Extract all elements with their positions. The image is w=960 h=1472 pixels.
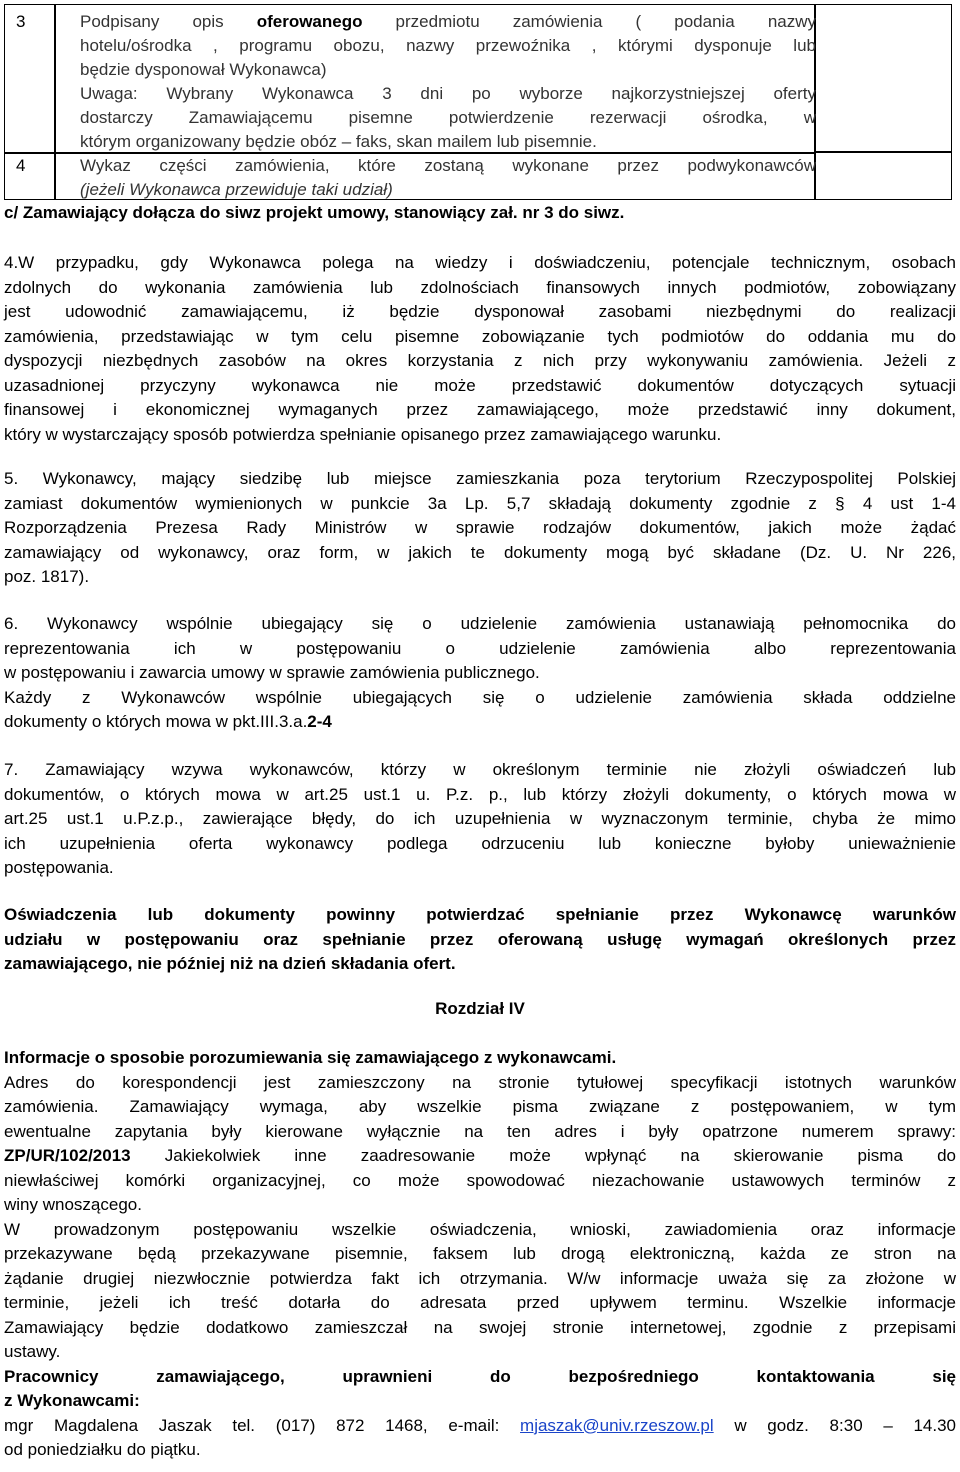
para6-last-bold: 2-4 xyxy=(307,712,332,731)
comm-line: W prowadzonym postępowaniu wszelkie oświadczenia, wnioski, zawiadomienia oraz informacje xyxy=(4,1219,956,1239)
para4-line: zamówienia, przedstawiając w tym celu pisemne zobowiązanie tych podmiotów do oddania mu do xyxy=(4,326,956,346)
info-line: niewłaściwej komórki organizacyjnej, co może spowodować niezachowanie ustawowych terminów z xyxy=(4,1170,956,1190)
info-line-cont: Jakiekolwiek inne zaadresowanie może wpłynąć na skierowanie pisma do xyxy=(130,1146,956,1165)
contact-name-phone: mgr Magdalena Jaszak tel. (017) 872 1468, e-mail: xyxy=(4,1415,521,1435)
email-link[interactable]: mjaszak@univ.rzeszow.pl xyxy=(520,1415,714,1435)
paragraph-4 xyxy=(4,251,956,447)
para4-line: dyspozycji niezbędnych zasobów na okres korzystania z nich przy wykonywaniu zamówienia. Jeżeli z xyxy=(4,351,956,370)
contact-hours: w godz. 8:30 – 14.30 xyxy=(713,1415,957,1435)
para7-line: postępowania. xyxy=(4,858,114,877)
row3-line3: będzie dysponował Wykonawca) xyxy=(80,60,327,79)
info-section xyxy=(4,1046,956,1463)
para6-line-last xyxy=(4,710,956,735)
para5-line: 5. Wykonawcy, mający siedzibę lub miejsce zamieszkania poza terytorium Rzeczypospolitej Polskiej xyxy=(4,469,956,488)
comm-line: terminie, jeżeli ich treść dotarła do adresata przed upływem terminu. Wszelkie informacje xyxy=(4,1293,956,1312)
row3-line1-a: Podpisany opis xyxy=(80,12,257,31)
para5-line: poz. 1817). xyxy=(4,567,90,586)
paragraph-5 xyxy=(4,467,956,590)
requirements-table xyxy=(4,4,948,200)
para5-line: zamawiający od wykonawcy, oraz form, w jakich te dokumenty mogą być składane (Dz. U. Nr 226, xyxy=(4,542,956,562)
row3-line5: dostarczy Zamawiającemu pisemne potwierdzenie rezerwacji ośrodka, w xyxy=(80,108,816,127)
para6-line: reprezentowania ich w postępowaniu o udzielenie zamówienia albo reprezentowania xyxy=(4,638,956,658)
para7-line: ich uzupełnienia oferta wykonawcy podlega odrzuceniu lub konieczne byłoby unieważnienie xyxy=(4,833,956,853)
section-c: c/ Zamawiający dołącza do siwz projekt umowy, stanowiący zał. nr 3 do siwz. xyxy=(4,203,625,222)
row3-line2: hotelu/ośrodka , programu obozu, nazwy przewoźnika , którymi dysponuje lub xyxy=(80,36,816,55)
bold-para-line: Oświadczenia lub dokumenty powinny potwierdzać spełnianie przez Wykonawcę warunków xyxy=(4,905,956,924)
para4-line: uzasadnionej przyczyny wykonawca nie może przedstawić dokumentów dotyczących sytuacji xyxy=(4,375,956,395)
comm-line: żądanie drugiej niezwłocznie potwierdza fakt ich otrzymania. W/w informacje uważa się za złożone w xyxy=(4,1268,956,1288)
case-number: ZP/UR/102/2013 xyxy=(4,1146,131,1165)
para6-line: Każdy z Wykonawców wspólnie ubiegających się o udzielenie zamówienia składa oddzielne xyxy=(4,687,956,707)
table-empty-cell-row3 xyxy=(814,4,952,152)
staff-heading: z Wykonawcami: xyxy=(4,1391,140,1410)
table-empty-cell-row4 xyxy=(814,152,952,200)
row3-line1-c: przedmiotu zamówienia ( podania nazwy xyxy=(362,12,817,31)
info-heading: Informacje o sposobie porozumiewania się zamawiającego z wykonawcami. xyxy=(4,1048,617,1067)
comm-line: przekazywane będą przekazywane pisemnie, faksem lub drogą elektroniczną, każda ze stron na xyxy=(4,1244,956,1263)
bold-para-line: zamawiającego, nie później niż na dzień składania ofert. xyxy=(4,954,456,973)
para4-line: jest udowodnić zamawiającemu, iż będzie dysponował zasobami niezbędnymi do realizacji xyxy=(4,302,956,321)
bold-para-line: udziału w postępowaniu oraz spełnianie przez oferowaną usługę wymagań określonych przez xyxy=(4,929,956,949)
table-column-divider xyxy=(54,4,56,200)
chapter-title: Rozdział IV xyxy=(435,999,525,1018)
para6-line: w postępowaniu i zawarcia umowy w sprawie zamówienia publicznego. xyxy=(4,663,540,682)
comm-line: Zamawiający będzie dodatkowo zamieszczał na swojej stronie internetowej, zgodnie z przepisami xyxy=(4,1317,956,1337)
staff-heading: Pracownicy zamawiającego, uprawnieni do bezpośredniego kontaktowania się xyxy=(4,1366,956,1386)
para6-line: 6. Wykonawcy wspólnie ubiegający się o udzielenie zamówienia ustanawiają pełnomocnika do xyxy=(4,614,956,633)
table-row-number: 4 xyxy=(16,156,26,175)
row3-line4: Uwaga: Wybrany Wykonawca 3 dni po wyborze najkorzystniejszej oferty xyxy=(80,84,816,103)
para7-line: art.25 ust.1 u.P.z.p., zawierające błędy, do ich uzupełnienia w wyznaczonym terminie, chyba że mimo xyxy=(4,809,956,828)
para4-line: 4.W przypadku, gdy Wykonawca polega na wiedzy i doświadczeniu, potencjale technicznym, osobach xyxy=(4,253,956,272)
info-line: ewentualne zapytania były kierowane wyłącznie na ten adres i były opatrzone numerem sprawy: xyxy=(4,1121,956,1141)
para7-line: dokumentów, o których mowa w art.25 ust.1 u. P.z. p., lub którzy złożyli dokumenty, o których mowa w xyxy=(4,784,956,804)
comm-line: ustawy. xyxy=(4,1342,61,1361)
paragraph-7 xyxy=(4,758,956,881)
paragraph-6 xyxy=(4,612,956,735)
para5-line: zamiast dokumentów wymienionych w punkcie 3a Lp. 5,7 składają dokumenty zgodnie z § 4 ust 1-4 xyxy=(4,493,956,513)
info-line-case xyxy=(4,1144,956,1169)
para7-line: 7. Zamawiający wzywa wykonawców, którzy w określonym terminie nie złożyli oświadczeń lub xyxy=(4,760,956,779)
row3-line1-bold: oferowanego xyxy=(256,12,363,31)
table-row4-text xyxy=(80,154,816,202)
info-line: Adres do korespondencji jest zamieszczony na stronie tytułowej specyfikacji istotnych warunków xyxy=(4,1072,956,1092)
contact-days: od poniedziałku do piątku. xyxy=(4,1440,201,1459)
para4-line: finansowej i ekonomicznej wymaganych przez zamawiającego, może przedstawić inny dokument, xyxy=(4,400,956,419)
table-row-number: 3 xyxy=(16,12,26,31)
row4-line1: Wykaz części zamówienia, które zostaną wykonane przez podwykonawców xyxy=(80,156,816,175)
para4-line: który w wystarczający sposób potwierdza spełnianie opisanego przez zamawiającego warunku. xyxy=(4,424,722,444)
row3-line6: którym organizowany będzie obóz – faks, skan mailem lub pisemnie. xyxy=(80,132,597,151)
info-line: winy wnoszącego. xyxy=(4,1195,142,1214)
contact-line xyxy=(4,1414,956,1439)
info-line: zamówienia. Zamawiający wymaga, aby wszelkie pisma związane z postępowaniem, w tym xyxy=(4,1097,956,1116)
para4-line: zdolnych do wykonania zamówienia lub zdolnościach finansowych innych podmiotów, zobowiązany xyxy=(4,277,956,297)
para6-last-text: dokumenty o których mowa w pkt.III.3.a. xyxy=(4,712,308,731)
row4-line2: (jeżeli Wykonawca przewiduje taki udział) xyxy=(80,180,393,199)
requirements-statement xyxy=(4,903,956,977)
para5-line: Rozporządzenia Prezesa Rady Ministrów w sprawie rodzajów dokumentów, jakich może żądać xyxy=(4,518,956,537)
table-row3-text xyxy=(80,10,816,154)
